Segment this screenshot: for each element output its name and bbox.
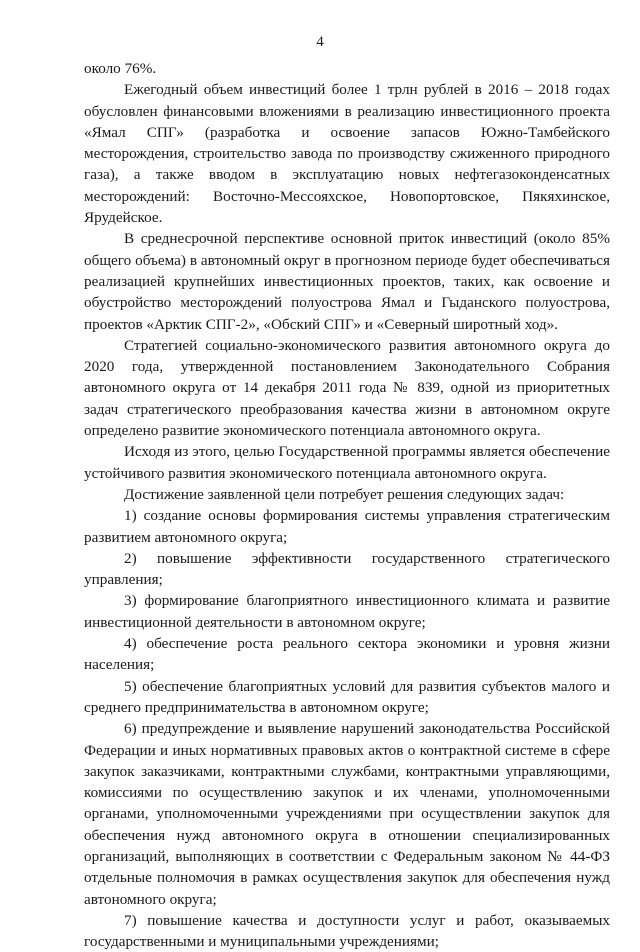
page-number: 4 [316,34,324,50]
task-item-1: 1) создание основы формирования системы управления стратегическим развитием автономного округа; [84,507,610,546]
task-item-2: 2) повышение эффективности государственного стратегического управления; [84,549,610,589]
paragraph-2: Ежегодный объем инвестиций более 1 трлн рублей в 2016 – 2018 годах обусловлен финансовыми вложениями в реализацию инвестиционного проекта «Ямал СПГ» (разработка и освоение запасов Южно-Тамбейского месторождения, строительство завода по производству сжиженного природного газа), а также вводом в эксплуатацию новых нефтегазоконденсатных месторождений: Восточно-Мессояхское, Новопортовское, Пякяхинское, Ярудейское. [84,81,610,227]
page-body [84,58,610,952]
paragraph-5: Исходя из этого, целью Государственной программы является обеспечение устойчивого развития экономического потенциала автономного округа. [84,443,610,482]
paragraph-3: В среднесрочной перспективе основной приток инвестиций (около 85% общего объема) в автономный округ в прогнозном периоде будет обеспечиваться реализацией крупнейших инвестиционных проектов, таких, как освоение и обустройство месторождений полуострова Ямал и Гыданского полуострова, проектов «Арктик СПГ-2», «Обский СПГ» и «Северный широтный ход». [84,230,610,333]
task-item-5: 5) обеспечение благоприятных условий для развития субъектов малого и среднего предпринимательства в автономном округе; [84,677,610,716]
paragraph-6: Достижение заявленной цели потребует решения следующих задач: [124,485,565,503]
task-item-4: 4) обеспечение роста реального сектора экономики и уровня жизни населения; [84,635,610,674]
task-item-3: 3) формирование благоприятного инвестиционного климата и развитие инвестиционной деятельности в автономном округе; [84,592,610,631]
task-item-7: 7) повышение качества и доступности услуг и работ, оказываемых государственными и муниципальными учреждениями; [84,911,610,951]
paragraph-1: около 76%. [84,60,157,77]
task-item-6: 6) предупреждение и выявление нарушений законодательства Российской Федерации и иных нормативных правовых актов о контрактной системе в сфере закупок заказчиками, контрактными службами, контрактными управляющими, комиссиями по осуществлению закупок и их членами, уполномоченными органами, уполномоченными учреждениями при осуществлении закупок для обеспечения нужд автономного округа в отношении специализированных организаций, выполняющих в соответствии с Федеральным законом № 44-ФЗ отдельные полномочия в рамках осуществления закупок для обеспечения нужд автономного округа; [84,720,610,908]
paragraph-4: Стратегией социально-экономического развития автономного округа до 2020 года, утвержденной постановлением Законодательного Собрания автономного округа от 14 декабря 2011 года № 839, одной из приоритетных задач стратегического преобразования качества жизни в автономном округе определено развитие экономического потенциала автономного округа. [84,336,610,440]
